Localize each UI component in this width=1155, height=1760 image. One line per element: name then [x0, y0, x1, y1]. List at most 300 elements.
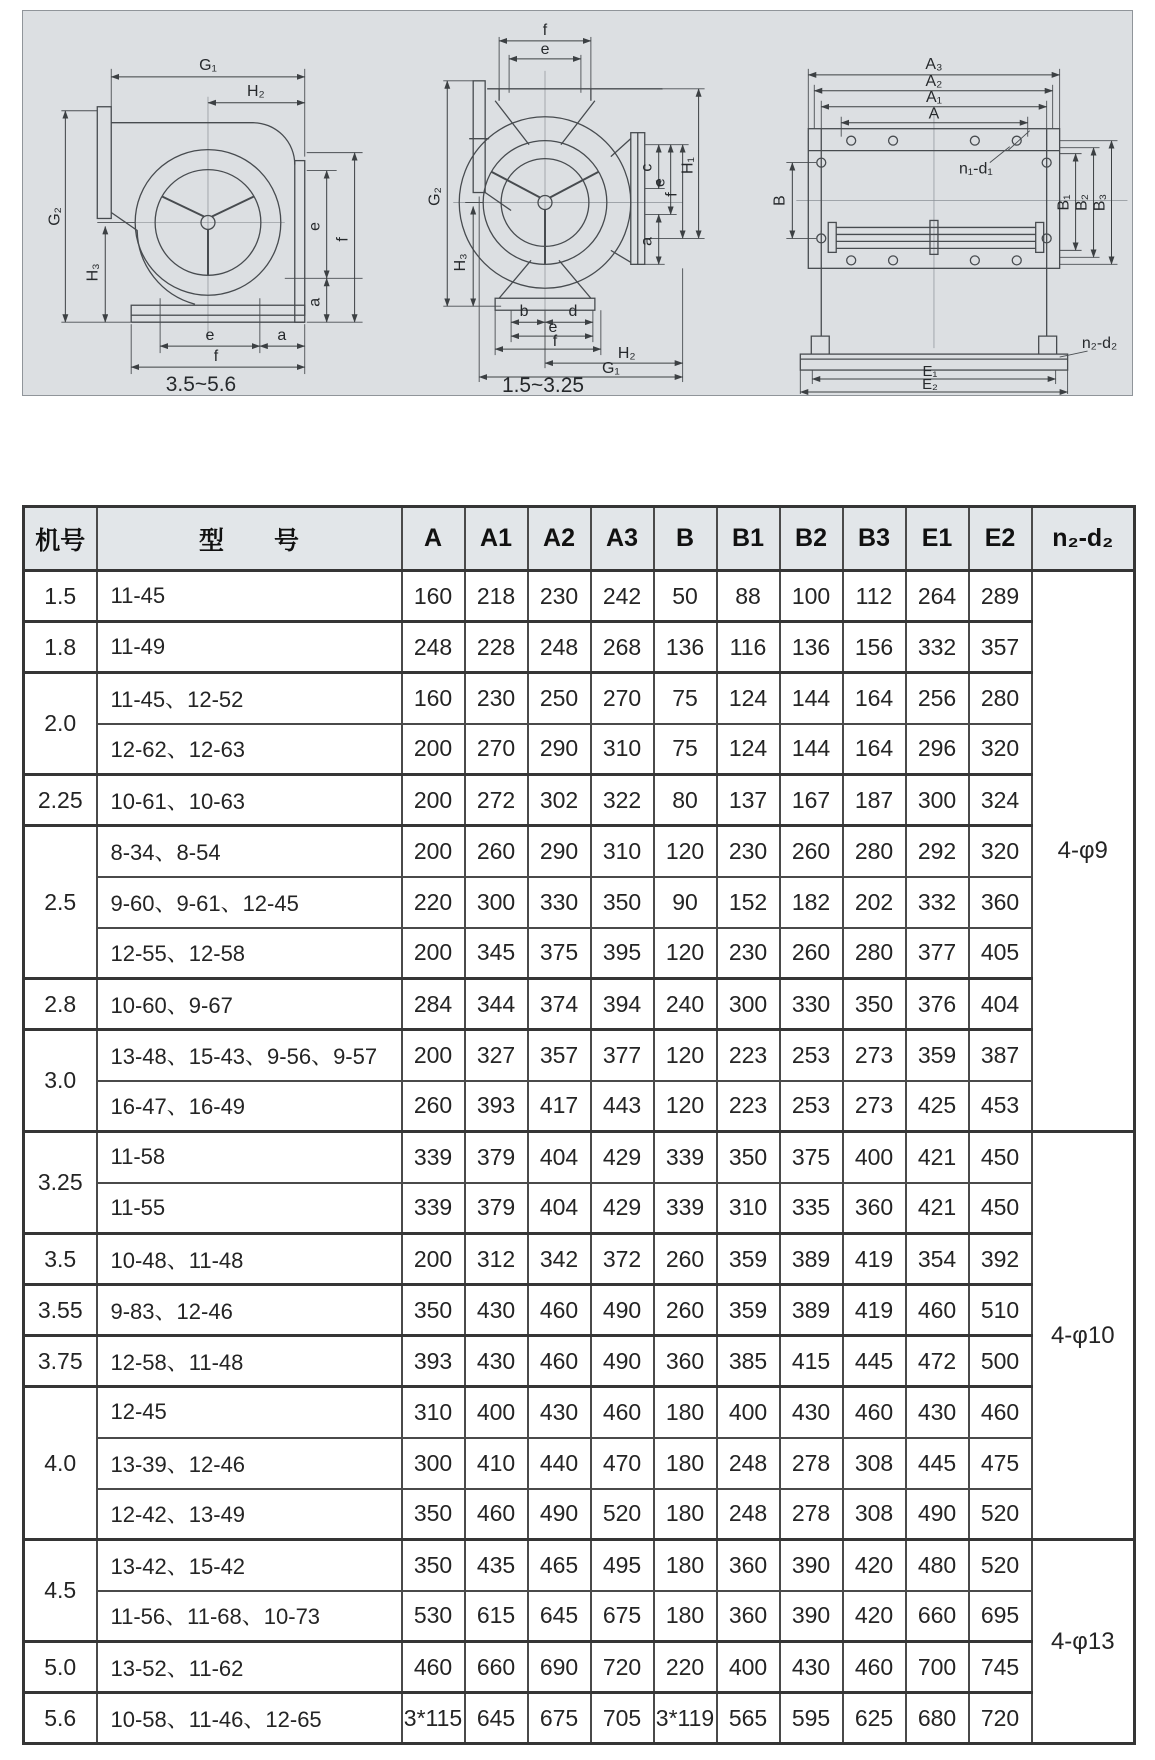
cell-value: 88	[717, 571, 780, 622]
cell-value: 300	[717, 979, 780, 1030]
cell-value: 429	[591, 1132, 654, 1183]
cell-value: 675	[528, 1693, 591, 1744]
cell-value: 720	[591, 1642, 654, 1693]
cell-value: 290	[528, 724, 591, 775]
cell-value: 470	[591, 1438, 654, 1489]
dim-label-d: d	[568, 303, 578, 321]
cell-value: 350	[843, 979, 906, 1030]
cell-value: 164	[843, 724, 906, 775]
cell-value: 180	[654, 1540, 717, 1591]
table-row	[24, 1489, 1135, 1540]
table-row	[24, 1693, 1135, 1744]
cell-value: 443	[591, 1081, 654, 1132]
cell-jihao: 2.5	[24, 826, 97, 979]
cell-value: 450	[969, 1132, 1032, 1183]
table-row	[24, 622, 1135, 673]
cell-n2d2: 4-φ13	[1032, 1540, 1135, 1744]
cell-model: 10-61、10-63	[97, 775, 402, 826]
cell-value: 460	[969, 1387, 1032, 1438]
cell-value: 417	[528, 1081, 591, 1132]
cell-value: 273	[843, 1081, 906, 1132]
dim-label-a-right: a	[306, 297, 324, 307]
cell-model: 13-42、15-42	[97, 1540, 402, 1591]
cell-value: 200	[402, 1030, 465, 1081]
dim-label-b: b	[519, 303, 529, 321]
cell-value: 230	[717, 928, 780, 979]
cell-jihao: 4.0	[24, 1387, 97, 1540]
cell-value: 405	[969, 928, 1032, 979]
cell-value: 327	[465, 1030, 528, 1081]
cell-value: 375	[528, 928, 591, 979]
cell-value: 350	[402, 1489, 465, 1540]
cell-value: 705	[591, 1693, 654, 1744]
cell-value: 675	[591, 1591, 654, 1642]
cell-value: 200	[402, 928, 465, 979]
cell-value: 182	[780, 877, 843, 928]
cell-value: 360	[969, 877, 1032, 928]
cell-model: 8-34、8-54	[97, 826, 402, 877]
cell-value: 379	[465, 1132, 528, 1183]
cell-value: 453	[969, 1081, 1032, 1132]
cell-value: 278	[780, 1438, 843, 1489]
cell-value: 322	[591, 775, 654, 826]
cell-jihao: 5.0	[24, 1642, 97, 1693]
cell-value: 330	[528, 877, 591, 928]
cell-value: 377	[906, 928, 969, 979]
cell-value: 390	[780, 1540, 843, 1591]
cell-value: 625	[843, 1693, 906, 1744]
cell-value: 420	[843, 1591, 906, 1642]
table-row	[24, 1081, 1135, 1132]
cell-model: 12-45	[97, 1387, 402, 1438]
cell-value: 379	[465, 1183, 528, 1234]
dim-label-a1: A₁	[925, 88, 942, 106]
cell-value: 300	[906, 775, 969, 826]
table-row	[24, 1591, 1135, 1642]
dim-label-b-flange: B	[771, 195, 789, 206]
cell-value: 395	[591, 928, 654, 979]
cell-value: 660	[465, 1642, 528, 1693]
table-row	[24, 1234, 1135, 1285]
cell-value: 374	[528, 979, 591, 1030]
cell-value: 460	[843, 1642, 906, 1693]
cell-value: 465	[528, 1540, 591, 1591]
cell-model: 11-45	[97, 571, 402, 622]
cell-value: 490	[528, 1489, 591, 1540]
cell-value: 296	[906, 724, 969, 775]
column-header: n₂-d₂	[1032, 507, 1135, 571]
left-diagram-caption: 3.5~5.6	[165, 373, 237, 395]
cell-value: 260	[465, 826, 528, 877]
fan-front-view-diagram	[383, 11, 708, 395]
cell-value: 375	[780, 1132, 843, 1183]
header-row	[24, 507, 1135, 571]
cell-value: 430	[465, 1336, 528, 1387]
table-row	[24, 1540, 1135, 1591]
cell-value: 472	[906, 1336, 969, 1387]
cell-value: 460	[465, 1489, 528, 1540]
cell-value: 270	[465, 724, 528, 775]
cell-n2d2: 4-φ10	[1032, 1132, 1135, 1540]
cell-value: 429	[591, 1183, 654, 1234]
cell-value: 152	[717, 877, 780, 928]
cell-value: 300	[402, 1438, 465, 1489]
cell-value: 202	[843, 877, 906, 928]
cell-value: 400	[717, 1642, 780, 1693]
cell-value: 302	[528, 775, 591, 826]
cell-value: 350	[402, 1540, 465, 1591]
cell-value: 400	[843, 1132, 906, 1183]
cell-jihao: 2.0	[24, 673, 97, 775]
fan-side-view-diagram	[23, 11, 383, 395]
cell-model: 12-58、11-48	[97, 1336, 402, 1387]
cell-value: 260	[654, 1234, 717, 1285]
cell-value: 253	[780, 1030, 843, 1081]
cell-value: 460	[528, 1285, 591, 1336]
cell-value: 300	[465, 877, 528, 928]
cell-value: 136	[654, 622, 717, 673]
cell-value: 339	[654, 1183, 717, 1234]
dim-label-a: A	[928, 105, 940, 123]
cell-model: 11-49	[97, 622, 402, 673]
cell-value: 260	[654, 1285, 717, 1336]
table-row	[24, 877, 1135, 928]
cell-value: 389	[780, 1285, 843, 1336]
cell-value: 400	[717, 1387, 780, 1438]
cell-value: 425	[906, 1081, 969, 1132]
cell-value: 344	[465, 979, 528, 1030]
cell-jihao: 2.8	[24, 979, 97, 1030]
cell-value: 284	[402, 979, 465, 1030]
cell-value: 308	[843, 1438, 906, 1489]
cell-value: 530	[402, 1591, 465, 1642]
flange-drawing	[796, 111, 1127, 370]
cell-value: 80	[654, 775, 717, 826]
column-header: B3	[843, 507, 906, 571]
cell-value: 230	[528, 571, 591, 622]
cell-value: 357	[528, 1030, 591, 1081]
cell-value: 350	[591, 877, 654, 928]
cell-value: 339	[654, 1132, 717, 1183]
cell-value: 357	[969, 622, 1032, 673]
dim-label-h2-mid: H₂	[617, 345, 636, 363]
cell-value: 700	[906, 1642, 969, 1693]
cell-value: 490	[591, 1336, 654, 1387]
column-header: E2	[969, 507, 1032, 571]
cell-model: 10-60、9-67	[97, 979, 402, 1030]
table-row	[24, 1438, 1135, 1489]
cell-value: 350	[402, 1285, 465, 1336]
dim-label-g1: G₁	[199, 56, 217, 74]
dim-label-e-right: e	[306, 222, 324, 231]
cell-jihao: 3.5	[24, 1234, 97, 1285]
cell-value: 376	[906, 979, 969, 1030]
middle-diagram-caption: 1.5~3.25	[501, 374, 585, 395]
cell-value: 308	[843, 1489, 906, 1540]
cell-value: 565	[717, 1693, 780, 1744]
cell-value: 475	[969, 1438, 1032, 1489]
cell-value: 359	[717, 1234, 780, 1285]
cell-value: 387	[969, 1030, 1032, 1081]
cell-value: 385	[717, 1336, 780, 1387]
cell-value: 360	[654, 1336, 717, 1387]
cell-value: 120	[654, 928, 717, 979]
dim-label-g2: G₂	[46, 207, 64, 226]
cell-value: 495	[591, 1540, 654, 1591]
column-header: A1	[465, 507, 528, 571]
cell-value: 419	[843, 1234, 906, 1285]
cell-value: 268	[591, 622, 654, 673]
cell-value: 404	[969, 979, 1032, 1030]
cell-value: 520	[969, 1540, 1032, 1591]
cell-value: 377	[591, 1030, 654, 1081]
cell-value: 320	[969, 724, 1032, 775]
cell-value: 430	[780, 1642, 843, 1693]
cell-value: 690	[528, 1642, 591, 1693]
cell-value: 695	[969, 1591, 1032, 1642]
cell-value: 120	[654, 1030, 717, 1081]
cell-value: 421	[906, 1132, 969, 1183]
table-row	[24, 1132, 1135, 1183]
cell-value: 137	[717, 775, 780, 826]
table-row	[24, 724, 1135, 775]
cell-value: 270	[591, 673, 654, 724]
cell-value: 339	[402, 1183, 465, 1234]
cell-value: 359	[717, 1285, 780, 1336]
dim-label-h2: H₂	[247, 82, 265, 100]
cell-value: 342	[528, 1234, 591, 1285]
cell-value: 290	[528, 826, 591, 877]
cell-value: 180	[654, 1591, 717, 1642]
cell-value: 160	[402, 571, 465, 622]
flange-dimensions	[771, 56, 1117, 394]
cell-value: 410	[465, 1438, 528, 1489]
cell-value: 240	[654, 979, 717, 1030]
cell-value: 404	[528, 1132, 591, 1183]
cell-value: 445	[906, 1438, 969, 1489]
column-header: B2	[780, 507, 843, 571]
cell-value: 393	[465, 1081, 528, 1132]
cell-jihao: 3.75	[24, 1336, 97, 1387]
cell-value: 160	[402, 673, 465, 724]
table-row	[24, 673, 1135, 724]
callout-label-n2-d2: n₂-d₂	[1081, 335, 1118, 353]
spec-table	[22, 505, 1136, 1745]
cell-model: 11-45、12-52	[97, 673, 402, 724]
cell-value: 350	[717, 1132, 780, 1183]
cell-model: 11-58	[97, 1132, 402, 1183]
cell-value: 180	[654, 1489, 717, 1540]
cell-value: 310	[591, 724, 654, 775]
column-header: B	[654, 507, 717, 571]
cell-value: 292	[906, 826, 969, 877]
dim-label-g1-mid: G₁	[601, 360, 620, 378]
cell-value: 645	[528, 1591, 591, 1642]
cell-value: 124	[717, 673, 780, 724]
cell-value: 3*119	[654, 1693, 717, 1744]
cell-value: 250	[528, 673, 591, 724]
cell-value: 187	[843, 775, 906, 826]
cell-value: 392	[969, 1234, 1032, 1285]
cell-value: 360	[717, 1540, 780, 1591]
cell-value: 360	[843, 1183, 906, 1234]
cell-value: 260	[780, 928, 843, 979]
cell-value: 164	[843, 673, 906, 724]
cell-value: 460	[843, 1387, 906, 1438]
table-row	[24, 1387, 1135, 1438]
cell-value: 595	[780, 1693, 843, 1744]
cell-value: 100	[780, 571, 843, 622]
cell-value: 421	[906, 1183, 969, 1234]
cell-value: 253	[780, 1081, 843, 1132]
dim-label-b1: B₁	[1055, 194, 1073, 211]
cell-jihao: 4.5	[24, 1540, 97, 1642]
cell-model: 10-48、11-48	[97, 1234, 402, 1285]
dim-label-b2: B₂	[1073, 194, 1091, 211]
cell-value: 645	[465, 1693, 528, 1744]
cell-value: 615	[465, 1591, 528, 1642]
dim-label-e1: E₁	[922, 363, 938, 381]
cell-jihao: 3.55	[24, 1285, 97, 1336]
dim-label-a-mid: a	[638, 236, 656, 246]
cell-value: 450	[969, 1183, 1032, 1234]
cell-value: 230	[717, 826, 780, 877]
table-row	[24, 571, 1135, 622]
table-row	[24, 1285, 1135, 1336]
cell-value: 273	[843, 1030, 906, 1081]
cell-value: 310	[717, 1183, 780, 1234]
cell-value: 278	[780, 1489, 843, 1540]
table-row	[24, 1183, 1135, 1234]
cell-model: 12-62、12-63	[97, 724, 402, 775]
cell-value: 435	[465, 1540, 528, 1591]
cell-value: 136	[780, 622, 843, 673]
cell-value: 359	[906, 1030, 969, 1081]
callout-label-n1-d1: n₁-d₁	[958, 160, 993, 178]
cell-value: 310	[402, 1387, 465, 1438]
dim-label-f-right: f	[334, 237, 352, 242]
cell-value: 345	[465, 928, 528, 979]
cell-value: 430	[780, 1387, 843, 1438]
cell-value: 289	[969, 571, 1032, 622]
cell-value: 745	[969, 1642, 1032, 1693]
dim-label-b3: B₃	[1091, 193, 1109, 212]
cell-value: 3*115	[402, 1693, 465, 1744]
dim-label-e-bottom-mid: e	[548, 319, 558, 337]
cell-value: 460	[906, 1285, 969, 1336]
cell-value: 180	[654, 1387, 717, 1438]
cell-value: 460	[402, 1642, 465, 1693]
cell-value: 404	[528, 1183, 591, 1234]
cell-value: 310	[591, 826, 654, 877]
cell-value: 420	[843, 1540, 906, 1591]
table-row	[24, 775, 1135, 826]
cell-value: 144	[780, 724, 843, 775]
cell-value: 480	[906, 1540, 969, 1591]
cell-value: 335	[780, 1183, 843, 1234]
dim-label-e-bottom: e	[205, 327, 215, 345]
cell-model: 12-42、13-49	[97, 1489, 402, 1540]
cell-model: 11-56、11-68、10-73	[97, 1591, 402, 1642]
cell-model: 12-55、12-58	[97, 928, 402, 979]
cell-value: 390	[780, 1591, 843, 1642]
dim-label-f-top: f	[542, 21, 548, 39]
cell-value: 200	[402, 1234, 465, 1285]
cell-value: 720	[969, 1693, 1032, 1744]
cell-value: 680	[906, 1693, 969, 1744]
cell-value: 400	[465, 1387, 528, 1438]
cell-value: 223	[717, 1081, 780, 1132]
cell-value: 248	[717, 1489, 780, 1540]
cell-value: 510	[969, 1285, 1032, 1336]
dim-label-h1: H₁	[679, 157, 697, 175]
cell-value: 339	[402, 1132, 465, 1183]
cell-value: 440	[528, 1438, 591, 1489]
cell-model: 13-52、11-62	[97, 1642, 402, 1693]
cell-value: 228	[465, 622, 528, 673]
cell-n2d2: 4-φ9	[1032, 571, 1135, 1132]
cell-value: 248	[717, 1438, 780, 1489]
cell-value: 332	[906, 877, 969, 928]
spec-table-section	[22, 505, 1136, 1745]
dim-label-e-right-mid: e	[651, 178, 669, 187]
fan-side-dimensions	[46, 57, 362, 374]
cell-value: 445	[843, 1336, 906, 1387]
cell-value: 272	[465, 775, 528, 826]
dim-label-f-bottom: f	[213, 348, 219, 366]
dim-label-f-right-mid: f	[663, 192, 681, 197]
cell-value: 324	[969, 775, 1032, 826]
cell-value: 220	[654, 1642, 717, 1693]
cell-value: 312	[465, 1234, 528, 1285]
cell-value: 90	[654, 877, 717, 928]
table-row	[24, 826, 1135, 877]
cell-value: 415	[780, 1336, 843, 1387]
cell-value: 280	[843, 928, 906, 979]
cell-jihao: 3.25	[24, 1132, 97, 1234]
cell-value: 200	[402, 775, 465, 826]
cell-value: 394	[591, 979, 654, 1030]
cell-value: 280	[843, 826, 906, 877]
cell-jihao: 1.5	[24, 571, 97, 622]
fan-volute-drawing	[97, 97, 304, 340]
cell-value: 660	[906, 1591, 969, 1642]
cell-value: 419	[843, 1285, 906, 1336]
cell-value: 180	[654, 1438, 717, 1489]
cell-value: 75	[654, 724, 717, 775]
dim-label-a2: A₂	[925, 72, 943, 90]
cell-value: 430	[465, 1285, 528, 1336]
cell-value: 116	[717, 622, 780, 673]
cell-value: 460	[528, 1336, 591, 1387]
cell-value: 120	[654, 1081, 717, 1132]
cell-value: 320	[969, 826, 1032, 877]
column-header: A	[402, 507, 465, 571]
dim-label-h3: H₃	[84, 263, 102, 282]
cell-value: 460	[591, 1387, 654, 1438]
cell-value: 144	[780, 673, 843, 724]
dim-label-a-bottom: a	[277, 327, 287, 345]
cell-jihao: 1.8	[24, 622, 97, 673]
column-header: 机号	[24, 507, 97, 571]
diagram-panel	[22, 10, 1133, 396]
cell-value: 248	[528, 622, 591, 673]
column-header: B1	[717, 507, 780, 571]
cell-value: 220	[402, 877, 465, 928]
dim-label-g2-mid: G₂	[426, 187, 444, 206]
cell-value: 280	[969, 673, 1032, 724]
cell-value: 389	[780, 1234, 843, 1285]
